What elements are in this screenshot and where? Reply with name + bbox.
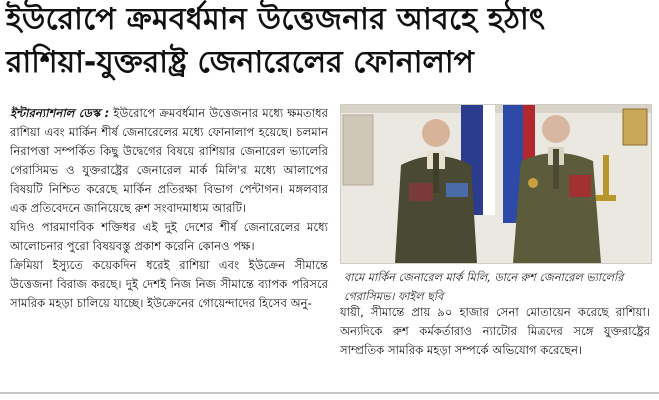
headline-line-2: রাশিয়া-যুক্তরাষ্ট্র জেনারেলের ফোনালাপ [6, 44, 474, 80]
news-photo [340, 104, 652, 264]
headline [6, 2, 651, 81]
headline-line-1: ইউরোপে ক্রমবর্ধমান উত্তেজনার আবহে হঠাৎ [6, 2, 546, 37]
photo-caption: বামে মার্কিন জেনারেল মার্ক মিলি, ডানে রুশ জেনারেল ভ্যালেরি গেরাসিমভ। ফাইল ছবি [344, 271, 624, 303]
article-paragraph-1 [10, 104, 328, 218]
article-paragraph-3: ক্রিমিয়া ইস্যুতে কয়েকদিন ধরেই রাশিয়া এবং ইউক্রেন সীমান্তে উত্তেজনা বিরাজ করছে। দুই দেশই নিজ নিজ সীমান্তে ব্যাপক পরিসরে সামরিক মহড়া চালিয়ে যাচ্ছে। ইউক্রেনের গোয়েন্দাদের হিসেব অনু- [10, 258, 328, 310]
article-right-column [340, 104, 650, 306]
article-left-column [10, 104, 328, 313]
article-right-text [340, 303, 650, 360]
bottom-divider [0, 392, 659, 394]
generals-photo-illustration [341, 105, 651, 263]
article-paragraph-4: যায়ী, সীমান্তে প্রায় ৯০ হাজার সেনা মোতায়েন করেছে রাশিয়া। অন্যদিকে রুশ কর্মকর্তারাও ন্যাটোর মিত্রদের সঙ্গে যুক্তরাষ্ট্রের সাম্প্রতিক সামরিক মহড়া সম্পর্কে অভিযোগ করেছেন। [340, 305, 650, 357]
paragraph-1-text: ইউরোপে ক্রমবর্ধমান উত্তেজনার মধ্যে ক্ষমতাধর রাশিয়া এবং মার্কিন শীর্ষ জেনারেলের মধ্যে ফোনালাপ হয়েছে। চলমান নিরাপত্তা সম্পর্কিত কিছু উদ্বেগের বিষয়ে রাশিয়ার জেনারেল ভ্যালেরি গেরাসিমভ ও যুক্তরাষ্ট্রের জেনারেল মার্ক মিলি'র মধ্যে আলাপের বিষয়টি নিশ্চিত করেছে মার্কিন প্রতিরক্ষা বিভাগ পেন্টাগন। মঙ্গলবার এক প্রতিবেদনে জানিয়েছে রুশ সংবাদমাধ্যম আরটি। [10, 106, 328, 215]
article-paragraph-2: যদিও পারমাণবিক শক্তিধর এই দুই দেশের শীর্ষ জেনারেলের মধ্যে আলোচনার পুরো বিষয়বস্তু প্রকাশ করেনি কোনও পক্ষ। [10, 220, 328, 253]
dateline: ইন্টারন্যাশনাল ডেস্ক : [10, 106, 110, 120]
